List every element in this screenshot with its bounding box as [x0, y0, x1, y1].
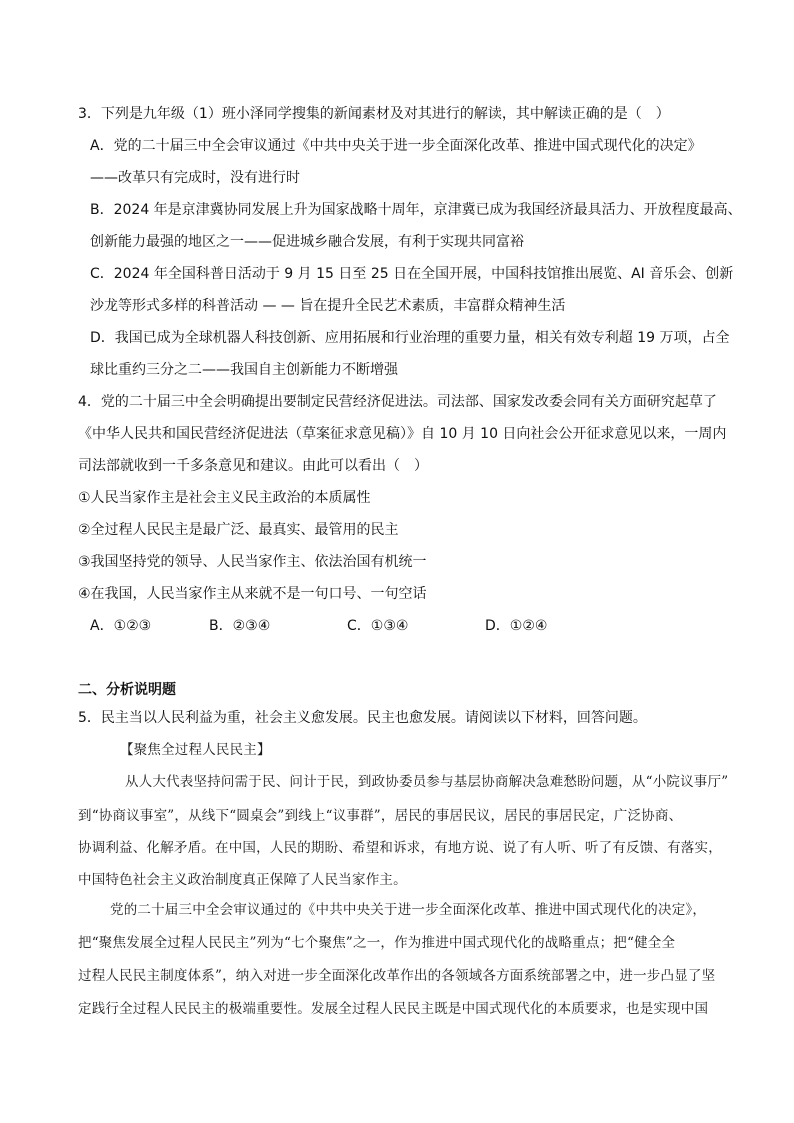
section-title: 二、分析说明题 [78, 682, 176, 698]
material-p1-line2: 到“协商议事室”，从线下“圆桌会”到线上“议事群”，居民的事居民议，居民的事居民定，广泛协商、 [78, 808, 683, 824]
q3-stem: 3．下列是九年级（1）班小泽同学搜集的新闻素材及对其进行的解读，其中解读正确的是（ ） [78, 106, 670, 122]
material-p2-line2: 把“聚焦发展全过程人民民主”列为“七个聚焦”之一，作为推进中国式现代化的战略重点；把“健全全 [78, 935, 676, 951]
q4-choice-c: C．①③④ [347, 618, 409, 634]
material-p2-line3: 过程人民民主制度体系”，纳入对进一步全面深化改革作出的各领域各方面系统部署之中，进一步凸显了坚 [78, 968, 716, 984]
q4-statement-3: ③我国坚持党的领导、人民当家作主、依法治国有机统一 [78, 554, 427, 570]
q3-option-a-line2: ——改革只有完成时，没有进行时 [90, 170, 300, 186]
material-p1-line1: 从人大代表坚持问需于民、问计于民，到政协委员参与基层协商解决急难愁盼问题，从“小院议事厅” [125, 774, 729, 790]
q3-option-c-line1: C．2024 年全国科普日活动于 9 月 15 日至 25 日在全国开展，中国科技馆推出展览、AI 音乐会、创新 [90, 266, 734, 282]
material-p1-line3: 协调利益、化解矛盾。在中国，人民的期盼、希望和诉求，有地方说、说了有人听、听了有反馈、有落实， [78, 840, 722, 856]
q5-stem: 5．民主当以人民利益为重，社会主义愈发展。民主也愈发展。请阅读以下材料，回答问题。 [78, 710, 647, 726]
q4-choice-d: D．①②④ [485, 618, 548, 634]
q4-statement-2: ②全过程人民民主是最广泛、最真实、最管用的民主 [78, 522, 399, 538]
q3-option-b-line1: B．2024 年是京津冀协同发展上升为国家战略十周年，京津冀已成为我国经济最具活力、开放程度最高、 [90, 202, 742, 218]
q4-stem-line2: 《中华人民共和国民营经济促进法（草案征求意见稿）》自 10 月 10 日向社会公开征求意见以来，一周内 [78, 426, 727, 442]
q3-option-d-line2: 球比重约三分之二——我国自主创新能力不断增强 [90, 362, 398, 378]
material-p1-line4: 中国特色社会主义政治制度真正保障了人民当家作主。 [78, 872, 407, 888]
q3-option-b-line2: 创新能力最强的地区之一——促进城乡融合发展，有利于实现共同富裕 [90, 234, 524, 250]
q4-statement-4: ④在我国，人民当家作主从来就不是一句口号、一句空话 [78, 586, 427, 602]
q4-stem-line3: 司法部就收到一千多条意见和建议。由此可以看出（ ） [78, 458, 428, 474]
q3-option-d-line1: D．我国已成为全球机器人科技创新、应用拓展和行业治理的重要力量，相关有效专利超 19 万项，占全 [90, 330, 730, 346]
material-p2-line4: 定践行全过程人民民主的极端重要性。发展全过程人民民主既是中国式现代化的本质要求，也是实现中国 [78, 1001, 709, 1017]
q4-choice-b: B．②③④ [209, 618, 271, 634]
q4-choice-a: A．①②③ [90, 618, 152, 634]
q4-stem-line1: 4．党的二十届三中全会明确提出要制定民营经济促进法。司法部、国家发改委会同有关方面研究起草了 [78, 394, 717, 410]
q4-statement-1: ①人民当家作主是社会主义民主政治的本质属性 [78, 490, 371, 506]
q3-option-c-line2: 沙龙等形式多样的科普活动 — — 旨在提升全民艺术素质，丰富群众精神生活 [90, 298, 566, 314]
material-title: 【聚焦全过程人民民主】 [120, 742, 271, 758]
material-p2-line1: 党的二十届三中全会审议通过的《中共中央关于进一步全面深化改革、推进中国式现代化的决定》， [110, 902, 707, 918]
q3-option-a-line1: A．党的二十届三中全会审议通过《中共中央关于进一步全面深化改革、推进中国式现代化的决定》 [90, 138, 702, 154]
